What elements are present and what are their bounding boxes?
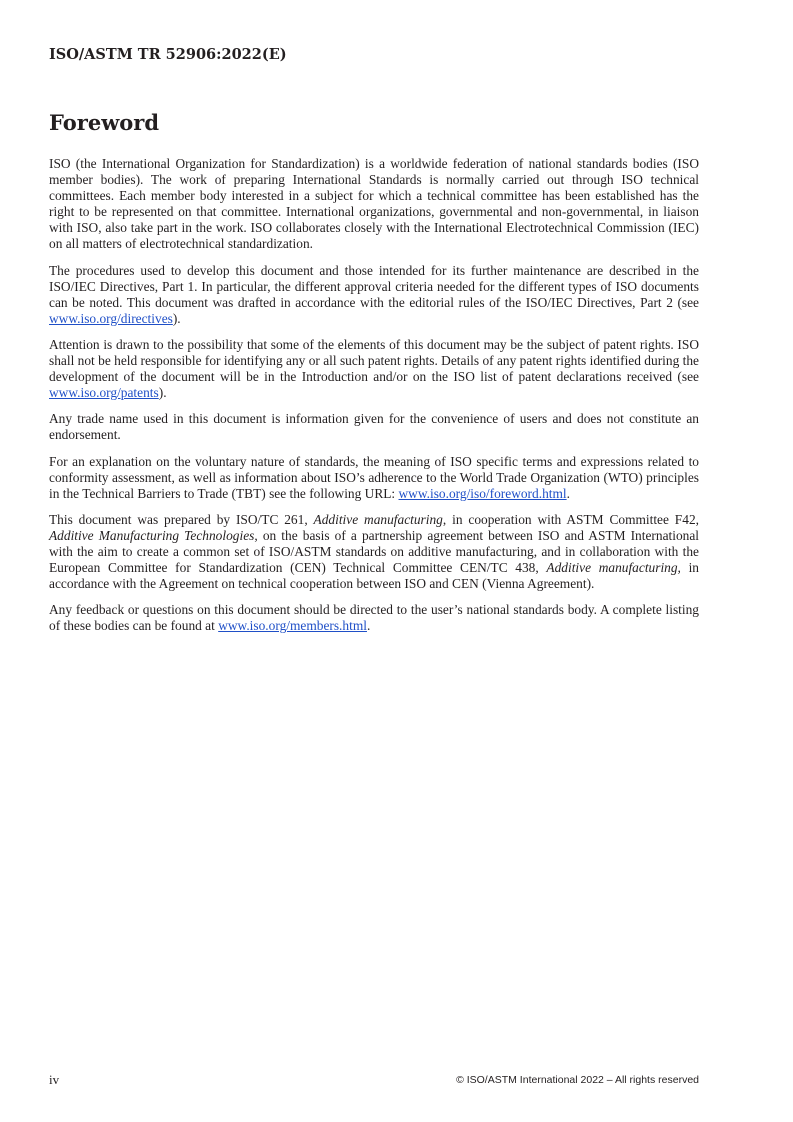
text-run: , in cooperation with ASTM Committee F42, (442, 511, 699, 527)
text-run: Any feedback or questions on this document should be directed to the user’s national standards body. A complete listing of these bodies can be found at (49, 602, 699, 634)
italic-title: Additive manufacturing, (546, 560, 681, 576)
paragraph (49, 454, 699, 502)
text-run: This document was prepared by ISO/TC 261, (49, 511, 314, 527)
paragraph (49, 156, 699, 253)
page-title: Foreword (49, 110, 160, 135)
text-run: . (566, 485, 570, 501)
italic-title: Additive manufacturing (313, 511, 443, 527)
paragraph (49, 512, 699, 592)
text-run: Any trade name used in this document is information given for the convenience of users and does not constitute an endorsement. (49, 411, 699, 443)
text-run: ). (172, 310, 181, 326)
paragraph (49, 411, 699, 443)
text-run: in accordance with the Agreement on technical cooperation between ISO and CEN (Vienna Agreement). (49, 560, 699, 592)
url-link[interactable]: www.iso.org/members.html (218, 618, 367, 634)
paragraph (49, 337, 699, 401)
page-number: iv (49, 1072, 60, 1087)
text-run: ISO (the International Organization for Standardization) is a worldwide federation of national standards bodies (ISO member bodies). The work of preparing International Standards is normally carried out through ISO technical committees. Each member body interested in a subject for which a technical committee has been established has the right to be represented on that committee. International organizations, governmental and non-governmental, in liaison with ISO, also take part in the work. ISO collaborates closely with the International Electrotechnical Commission (IEC) on all matters of electrotechnical standardization. (49, 156, 699, 252)
url-link[interactable]: www.iso.org/iso/foreword.html (398, 485, 567, 501)
foreword-body (49, 156, 699, 644)
text-run: ). (158, 385, 167, 401)
text-run: , on the basis of a partnership agreement between ISO and ASTM International with the aim to create a common set of ISO/ASTM standards on additive manufacturing, and in collaboration with the European Committee for Standardization (CEN) Technical Committee CEN/TC 438, (49, 527, 700, 576)
text-run: Attention is drawn to the possibility that some of the elements of this document may be the subject of patent rights. ISO shall not be held responsible for identifying any or all such patent rights. Details of any patent rights identified during the development of the document will be in the Introduction and/or on the ISO list of patent declarations received (see (49, 336, 699, 385)
url-link[interactable]: www.iso.org/directives (49, 310, 173, 326)
paragraph (49, 263, 699, 327)
text-run: . (366, 618, 371, 634)
url-link[interactable]: www.iso.org/patents (49, 385, 159, 401)
document-identifier: ISO/ASTM TR 52906:2022(E) (49, 46, 287, 63)
text-run: The procedures used to develop this document and those intended for its further maintenance are described in the ISO/IEC Directives, Part 1. In particular, the different approval criteria needed for the different types of ISO documents can be noted. This document was drafted in accordance with the editorial rules of the ISO/IEC Directives, Part 2 (see (49, 262, 699, 310)
copyright-notice: © ISO/ASTM International 2022 – All rights reserved (456, 1074, 699, 1086)
paragraph (49, 602, 699, 634)
text-run: For an explanation on the voluntary nature of standards, the meaning of ISO specific terms and expressions related to conformity assessment, as well as information about ISO’s adherence to the World Trade Organization (WTO) principles in the Technical Barriers to Trade (TBT) see the following URL: (49, 453, 699, 501)
italic-title: Additive Manufacturing Technologies (49, 527, 255, 543)
